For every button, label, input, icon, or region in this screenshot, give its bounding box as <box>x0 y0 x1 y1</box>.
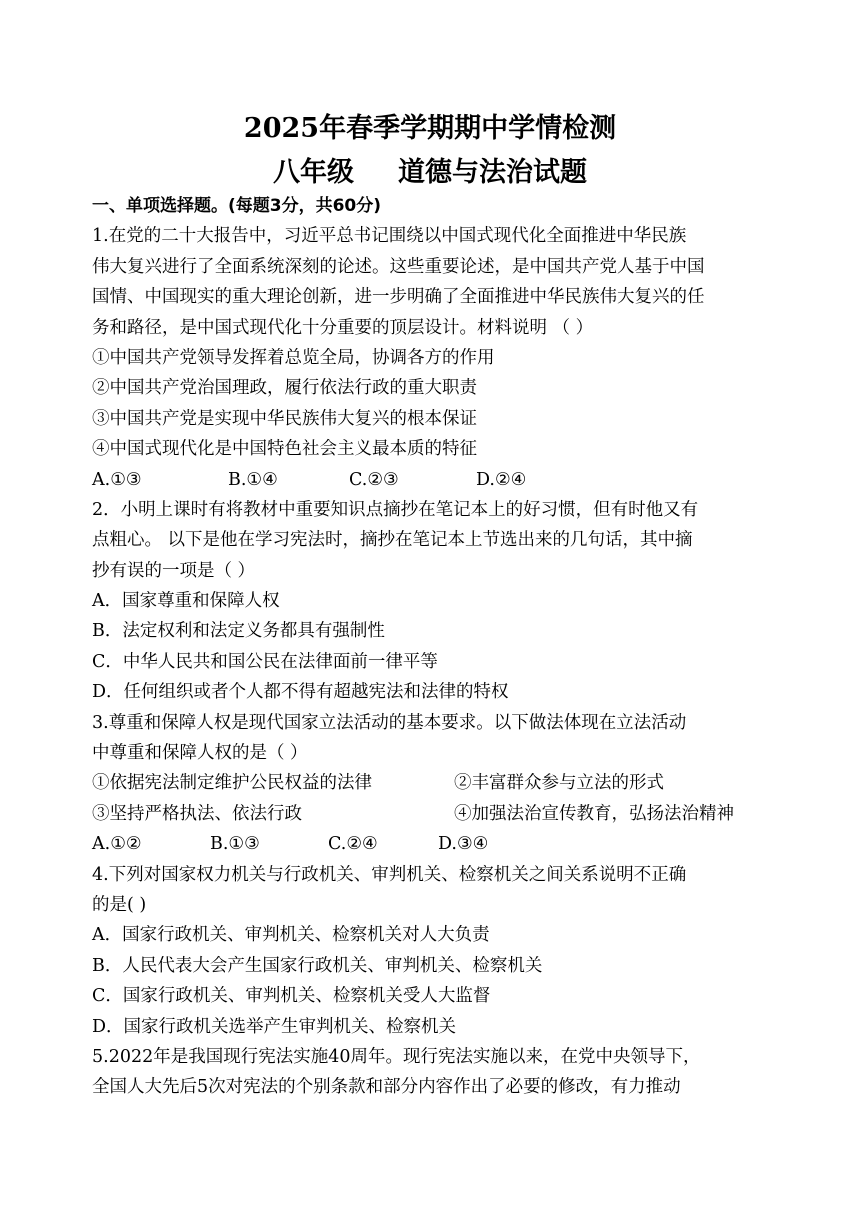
option-d: D.③④ <box>438 834 489 855</box>
question-text-line: 抄有误的一项是（ ） <box>92 560 256 581</box>
question-text-line: 中尊重和保障人权的是（ ） <box>92 743 308 764</box>
question-3 <box>92 708 770 860</box>
exam-subtitle <box>0 154 860 192</box>
statement-row <box>92 768 770 798</box>
option-d: D．国家行政机关选举产生审判机关、检察机关 <box>92 1016 457 1037</box>
option-b: B．人民代表大会产生国家行政机关、审判机关、检察机关 <box>92 955 543 976</box>
option-d: D．任何组织或者个人都不得有超越宪法和法律的特权 <box>92 682 509 703</box>
statement-item: ①中国共产党领导发挥着总览全局，协调各方的作用 <box>92 347 495 368</box>
section-heading: 一、单项选择题。(每题3分，共60分) <box>92 196 382 216</box>
question-text-line: 3.尊重和保障人权是现代国家立法活动的基本要求。以下做法体现在立法活动 <box>92 712 687 733</box>
question-text-line: 伟大复兴进行了全面系统深刻的论述。这些重要论述，是中国共产党人基于中国 <box>92 256 705 277</box>
question-2 <box>92 495 770 708</box>
question-text-line: 的是( ) <box>92 894 147 915</box>
option-a: A．国家尊重和保障人权 <box>92 591 280 612</box>
statement-row <box>92 799 770 829</box>
question-text-line: 国情、中国现实的重大理论创新，进一步明确了全面推进中华民族伟大复兴的任 <box>92 287 705 308</box>
answer-options <box>92 829 770 859</box>
question-1 <box>92 221 770 495</box>
subject-label: 道德与法治试题 <box>398 157 587 188</box>
question-text-line: 全国人大先后5次对宪法的个别条款和部分内容作出了必要的修改，有力推动 <box>92 1077 681 1098</box>
statement-item: ③中国共产党是实现中华民族伟大复兴的根本保证 <box>92 408 477 429</box>
question-text-line: 务和路径，是中国式现代化十分重要的顶层设计。材料说明 （ ） <box>92 317 594 338</box>
question-4 <box>92 860 770 1042</box>
exam-title: 2025年春季学期期中学情检测 <box>243 113 617 144</box>
statement-item: ③坚持严格执法、依法行政 <box>92 803 302 824</box>
answer-options <box>92 465 770 495</box>
option-c: C.②④ <box>328 834 378 855</box>
option-a: A．国家行政机关、审判机关、检察机关对人大负责 <box>92 925 490 946</box>
question-text-line: 5.2022年是我国现行宪法实施40周年。现行宪法实施以来，在党中央领导下， <box>92 1046 701 1067</box>
exam-content <box>92 191 770 1103</box>
statement-item: ①依据宪法制定维护公民权益的法律 <box>92 773 372 794</box>
option-c: C.②③ <box>349 469 399 490</box>
option-d: D.②④ <box>476 469 527 490</box>
option-b: B.①③ <box>210 834 260 855</box>
question-text-line: 4.下列对国家权力机关与行政机关、审判机关、检察机关之间关系说明不正确 <box>92 864 687 885</box>
option-a: A.①② <box>92 834 142 855</box>
option-c: C．中华人民共和国公民在法律面前一律平等 <box>92 651 438 672</box>
question-text-line: 1.在党的二十大报告中，习近平总书记围绕以中国式现代化全面推进中华民族 <box>92 226 687 247</box>
statement-item: ②丰富群众参与立法的形式 <box>454 773 664 794</box>
option-c: C．国家行政机关、审判机关、检察机关受人大监督 <box>92 986 491 1007</box>
question-text-line: 点粗心。 以下是他在学习宪法时，摘抄在笔记本上节选出来的几句话，其中摘 <box>92 530 693 551</box>
option-a: A.①③ <box>92 469 142 490</box>
statement-item: ②中国共产党治国理政，履行依法行政的重大职责 <box>92 378 477 399</box>
question-5 <box>92 1042 770 1103</box>
question-text-line: 2．小明上课时有将教材中重要知识点摘抄在笔记本上的好习惯，但有时他又有 <box>92 499 699 520</box>
option-b: B.①④ <box>228 469 278 490</box>
statement-item: ④加强法治宣传教育，弘扬法治精神 <box>454 803 734 824</box>
grade-label: 八年级 <box>273 157 354 188</box>
statement-item: ④中国式现代化是中国特色社会主义最本质的特征 <box>92 439 477 460</box>
option-b: B．法定权利和法定义务都具有强制性 <box>92 621 385 642</box>
